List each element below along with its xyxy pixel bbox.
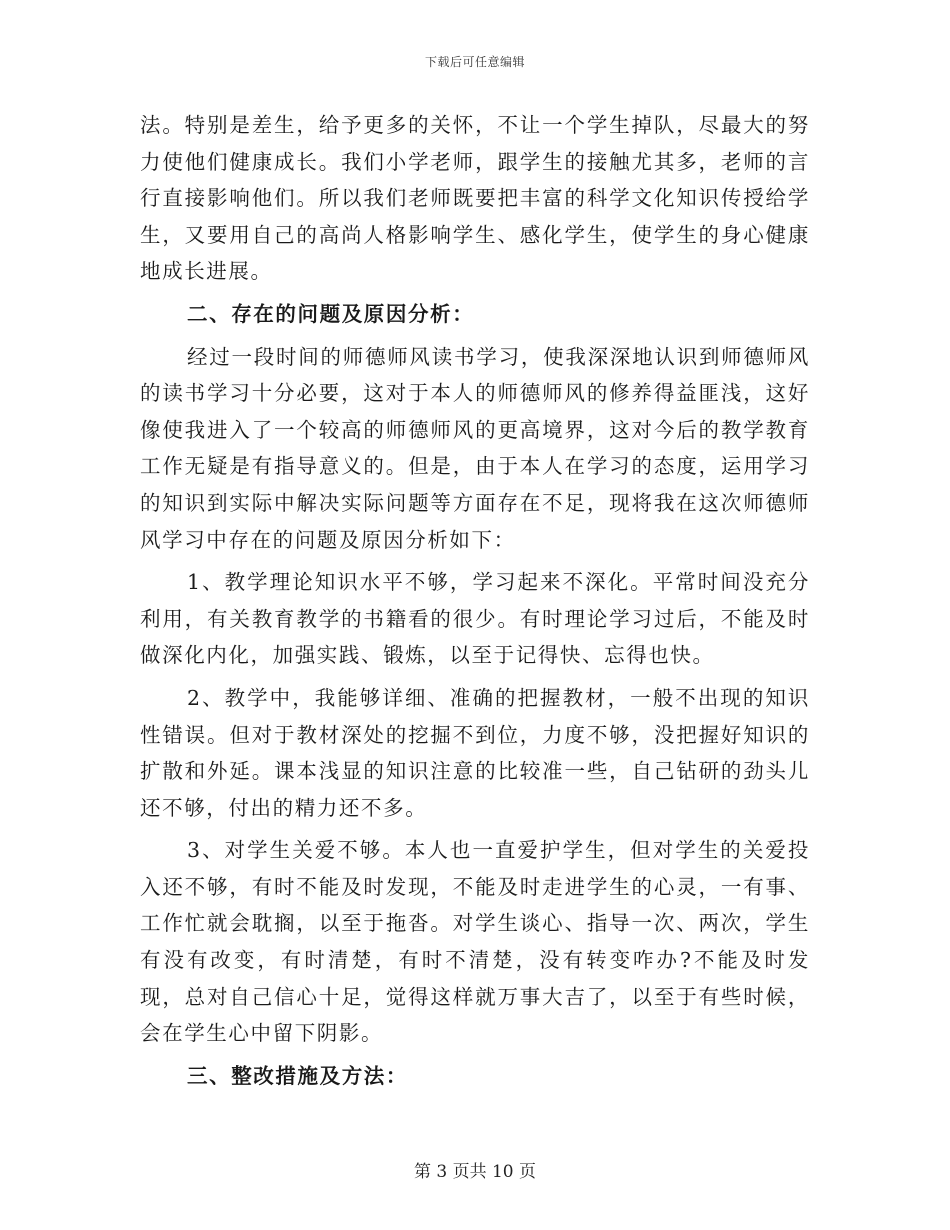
paragraph-item-1: 1、教学理论知识水平不够，学习起来不深化。平常时间没充分利用，有关教育教学的书籍看的很少。有时理论学习过后，不能及时做深化内化，加强实践、锻炼，以至于记得快、忘得也快。 xyxy=(140,570,810,668)
paragraph-analysis-intro: 经过一段时间的师德师风读书学习，使我深深地认识到师德师风的读书学习十分必要，这对于本人的师德师风的修养得益匪浅，这好像使我进入了一个较高的师德师风的更高境界，这对今后的教学教育工作无疑是有指导意义的。但是，由于本人在学习的态度，运用学习的知识到实际中解决实际问题等方面存在不足，现将我在这次师德师风学习中存在的问题及原因分析如下： xyxy=(140,344,810,552)
paragraph-item-3: 3、对学生关爱不够。本人也一直爱护学生，但对学生的关爱投入还不够，有时不能及时发现，不能及时走进学生的心灵，一有事、工作忙就会耽搁，以至于拖沓。对学生谈心、指导一次、两次，学生有没有改变，有时清楚，有时不清楚，没有转变咋办?不能及时发现，总对自己信心十足，觉得这样就万事大吉了，以至于有些时候，会在学生心中留下阴影。 xyxy=(140,838,810,1046)
section-heading-problems: 二、存在的问题及原因分析： xyxy=(187,301,475,326)
page-header: 下载后可任意编辑 xyxy=(424,55,525,69)
page-footer: 第 3 页共 10 页 xyxy=(413,1162,537,1182)
section-heading-measures: 三、整改措施及方法： xyxy=(187,1063,408,1088)
paragraph-continuation: 法。特别是差生，给予更多的关怀，不让一个学生掉队，尽最大的努力使他们健康成长。我们小学老师，跟学生的接触尤其多，老师的言行直接影响他们。所以我们老师既要把丰富的科学文化知识传授给学生，又要用自己的高尚人格影响学生、感化学生，使学生的身心健康地成长进展。 xyxy=(140,113,810,284)
document-body xyxy=(140,107,810,1094)
paragraph-item-2: 2、教学中，我能够详细、准确的把握教材，一般不出现的知识性错误。但对于教材深处的挖掘不到位，力度不够，没把握好知识的扩散和外延。课本浅显的知识注意的比较准一些，自己钻研的劲头儿还不够，付出的精力还不多。 xyxy=(140,685,810,820)
